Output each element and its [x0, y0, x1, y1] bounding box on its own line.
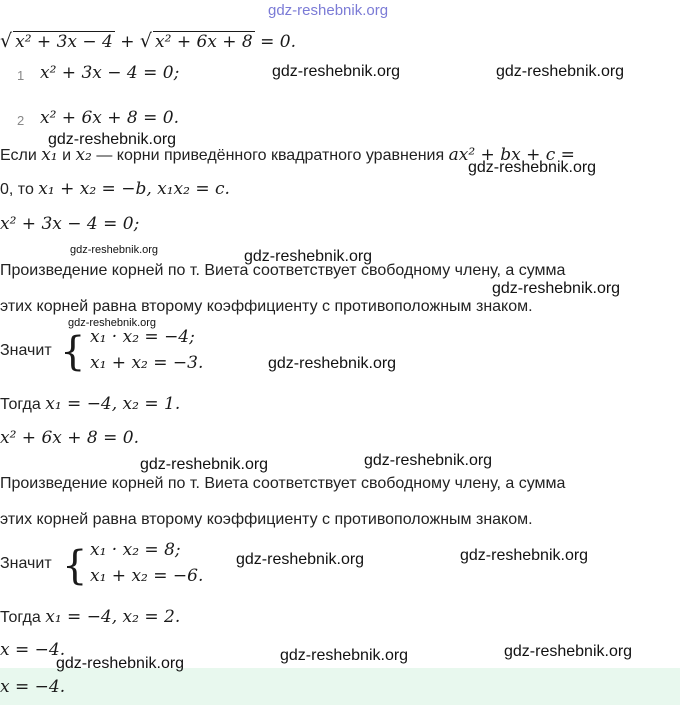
vieta-formulas: x₁ + x₂ = −b, x₁x₂ = c. — [38, 179, 230, 199]
sqrt-icon: √ — [0, 30, 13, 52]
case-number-2: 2 — [17, 113, 25, 128]
vieta-line-2 — [0, 179, 230, 199]
answer-box — [0, 668, 680, 705]
vieta-x2: x₂ — [75, 145, 92, 165]
case-expr-2: x² + 6x + 8 = 0. — [40, 108, 179, 128]
watermark: gdz-reshebnik.org — [236, 551, 365, 568]
part2-system-2: x₁ + x₂ = −6. — [90, 566, 204, 586]
watermark: gdz-reshebnik.org — [244, 248, 373, 265]
radicand-2: x² + 6x + 8 — [155, 32, 253, 52]
part2-system-1: x₁ · x₂ = 8; — [90, 540, 181, 560]
watermark: gdz-reshebnik.org — [268, 355, 397, 372]
equation-rhs: = 0. — [260, 32, 297, 52]
part2-explain-1: Произведение корней по т. Виета соответствует свободному члену, а сумма — [0, 475, 566, 492]
vieta-general-equation: ax² + bx + c = — [448, 145, 575, 165]
part2-znachit: Значит — [0, 555, 52, 572]
part1-togda: Тогда — [0, 396, 41, 413]
left-brace-icon: { — [60, 329, 86, 375]
part1-roots-line — [0, 394, 180, 414]
case-number-1: 1 — [17, 68, 25, 83]
vieta-line2-prefix: 0, то — [0, 181, 34, 198]
part1-znachit: Значит — [0, 342, 52, 359]
watermark: gdz-reshebnik.org — [460, 547, 589, 564]
case-expr-1: x² + 3x − 4 = 0; — [40, 63, 180, 83]
watermark: gdz-reshebnik.org — [70, 244, 159, 256]
part1-explain-2: этих корней равна второму коэффициенту с противоположным знаком. — [0, 298, 533, 315]
part1-equation: x² + 3x − 4 = 0; — [0, 214, 140, 234]
watermark: gdz-reshebnik.org — [496, 63, 625, 80]
watermark: gdz-reshebnik.org — [364, 452, 493, 469]
part1-system-1: x₁ · x₂ = −4; — [90, 327, 195, 347]
watermark: gdz-reshebnik.org — [140, 456, 269, 473]
plus-sign: + — [120, 32, 135, 52]
part2-roots-line — [0, 607, 180, 627]
main-equation — [0, 30, 296, 52]
part2-explain-2: этих корней равна второму коэффициенту с противоположным знаком. — [0, 511, 533, 528]
part1-explain-1: Произведение корней по т. Виета соответствует свободному члену, а сумма — [0, 262, 566, 279]
radicand-1: x² + 3x − 4 — [15, 32, 113, 52]
watermark: gdz-reshebnik.org — [280, 647, 409, 664]
vieta-prefix: Если — [0, 147, 37, 164]
watermark: gdz-reshebnik.org — [504, 643, 633, 660]
watermark: gdz-reshebnik.org — [68, 317, 157, 329]
vieta-text: — корни приведённого квадратного уравнения — [96, 147, 445, 164]
watermark: gdz-reshebnik.org — [492, 280, 621, 297]
vieta-x1: x₁ — [41, 145, 58, 165]
part1-roots: x₁ = −4, x₂ = 1. — [45, 394, 181, 414]
vieta-and: и — [62, 147, 72, 164]
watermark: gdz-reshebnik.org — [56, 655, 185, 672]
watermark: gdz-reshebnik.org — [272, 63, 401, 80]
watermark: gdz-reshebnik.org — [468, 159, 597, 176]
watermark: gdz-reshebnik.org — [48, 131, 177, 148]
sqrt-icon: √ — [139, 30, 153, 52]
common-root: x = −4. — [0, 640, 66, 660]
part1-system-2: x₁ + x₂ = −3. — [90, 353, 204, 373]
answer-text: x = −4. — [0, 677, 66, 697]
part2-roots: x₁ = −4, x₂ = 2. — [45, 607, 181, 627]
part2-equation: x² + 6x + 8 = 0. — [0, 428, 139, 448]
watermark-top: gdz-reshebnik.org — [268, 2, 389, 19]
left-brace-icon: { — [62, 543, 88, 589]
part2-togda: Тогда — [0, 609, 41, 626]
